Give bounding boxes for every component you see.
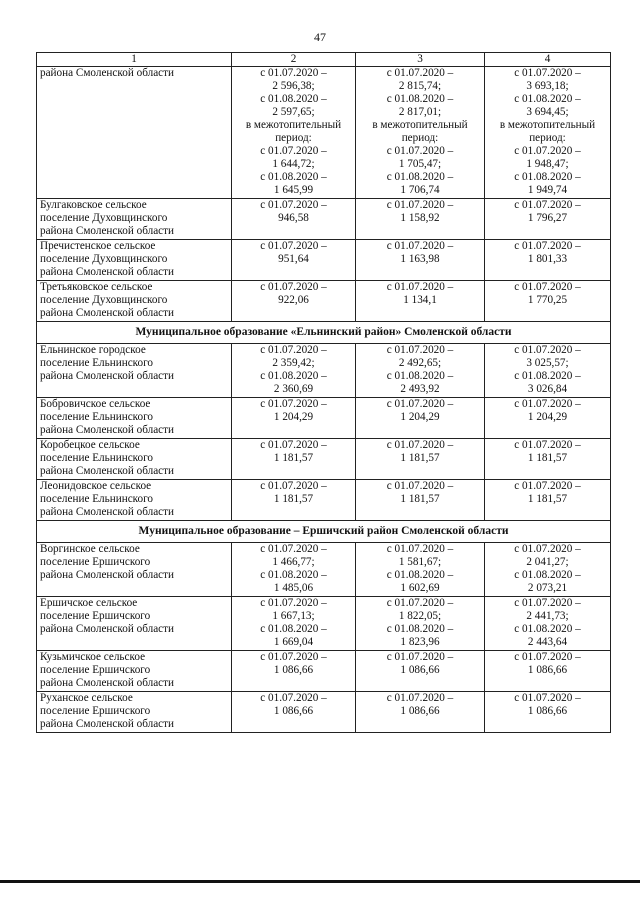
tariff-cell-col-2	[232, 597, 356, 651]
settlement-name-line: поселение Ельнинского	[40, 357, 154, 369]
tariff-cell-col-3	[356, 67, 485, 199]
tariff-line: с 01.07.2020 –	[386, 398, 454, 410]
tariff-line: 1 796,27	[527, 212, 568, 224]
header-col-1: 1	[37, 53, 232, 67]
tariff-line: с 01.07.2020 –	[386, 543, 454, 555]
tariff-table	[36, 52, 611, 733]
tariff-line: 1 667,13;	[272, 610, 315, 622]
tariff-cell-col-2	[232, 281, 356, 322]
tariff-line: 2 493,92	[400, 383, 440, 395]
tariff-line: в межотопительный	[245, 119, 342, 131]
tariff-line: с 01.07.2020 –	[386, 597, 454, 609]
tariff-line: период:	[275, 132, 312, 144]
settlement-name-line: Бобровичское сельское	[40, 398, 151, 410]
tariff-cell-col-3	[356, 439, 485, 480]
settlement-name-cell	[37, 398, 232, 439]
table-row	[37, 67, 611, 199]
tariff-cell-col-2	[232, 398, 356, 439]
tariff-line: 1 086,66	[273, 705, 314, 717]
tariff-cell-col-4	[485, 692, 611, 733]
settlement-name-cell	[37, 344, 232, 398]
settlement-name-cell	[37, 651, 232, 692]
settlement-name-line: Булгаковское сельское	[40, 199, 147, 211]
settlement-name-line: района Смоленской области	[40, 424, 175, 436]
settlement-name-cell	[37, 281, 232, 322]
table-row	[37, 543, 611, 597]
table-row	[37, 651, 611, 692]
tariff-cell-col-4	[485, 480, 611, 521]
settlement-name-line: Воргинское сельское	[40, 543, 140, 555]
tariff-cell-col-2	[232, 480, 356, 521]
tariff-cell-col-4	[485, 651, 611, 692]
tariff-line: с 01.07.2020 –	[386, 67, 454, 79]
tariff-line: с 01.08.2020 –	[260, 569, 327, 581]
settlement-name-line: Третьяковское сельское	[40, 281, 153, 293]
tariff-cell-col-4	[485, 199, 611, 240]
tariff-line: 1 770,25	[527, 294, 568, 306]
settlement-name-line: района Смоленской области	[40, 307, 175, 319]
section-row	[37, 322, 611, 344]
tariff-line: 1 706,74	[400, 184, 440, 196]
tariff-line: с 01.07.2020 –	[260, 240, 327, 252]
settlement-name-line: поселение Ельнинского	[40, 411, 154, 423]
tariff-line: с 01.07.2020 –	[260, 281, 327, 293]
table-row	[37, 199, 611, 240]
tariff-line: 1 645,99	[273, 184, 314, 196]
tariff-line: с 01.07.2020 –	[386, 145, 454, 157]
table-row	[37, 692, 611, 733]
tariff-line: с 01.07.2020 –	[260, 344, 327, 356]
table-row	[37, 398, 611, 439]
header-col-2: 2	[232, 53, 356, 67]
settlement-name-line: Кузьмичское сельское	[40, 651, 146, 663]
tariff-line: 1 181,57	[527, 493, 568, 505]
tariff-line: с 01.08.2020 –	[386, 93, 454, 105]
tariff-line: 1 485,06	[273, 582, 314, 594]
tariff-cell-col-4	[485, 240, 611, 281]
tariff-line: 1 181,57	[273, 493, 314, 505]
settlement-name-line: района Смоленской области	[40, 465, 175, 477]
tariff-cell-col-4	[485, 398, 611, 439]
tariff-line: с 01.07.2020 –	[514, 67, 581, 79]
settlement-name-cell	[37, 692, 232, 733]
tariff-line: с 01.07.2020 –	[260, 651, 327, 663]
tariff-line: с 01.07.2020 –	[514, 480, 581, 492]
tariff-line: с 01.07.2020 –	[514, 439, 581, 451]
section-row	[37, 521, 611, 543]
settlement-name-line: Руханское сельское	[40, 692, 133, 704]
settlement-name-line: района Смоленской области	[40, 506, 175, 518]
header-row	[37, 53, 611, 67]
tariff-line: 922,06	[278, 294, 309, 306]
tariff-line: с 01.08.2020 –	[260, 623, 327, 635]
tariff-line: с 01.08.2020 –	[514, 93, 581, 105]
tariff-line: с 01.08.2020 –	[514, 370, 581, 382]
settlement-name-line: района Смоленской области	[40, 67, 175, 79]
table-row	[37, 281, 611, 322]
tariff-line: с 01.08.2020 –	[260, 171, 327, 183]
tariff-line: в межотопительный	[372, 119, 468, 131]
tariff-line: 1 204,29	[273, 411, 314, 423]
tariff-line: 1 181,57	[400, 452, 440, 464]
settlement-name-line: Пречистенское сельское	[40, 240, 156, 252]
tariff-cell-col-2	[232, 439, 356, 480]
table-row	[37, 240, 611, 281]
section-title: Муниципальное образование – Ершичский район Смоленской области	[37, 521, 611, 543]
tariff-line: с 01.07.2020 –	[514, 543, 581, 555]
tariff-line: 1 204,29	[527, 411, 568, 423]
tariff-line: в межотопительный	[499, 119, 596, 131]
settlement-name-line: поселение Ельнинского	[40, 493, 154, 505]
tariff-line: 2 817,01;	[398, 106, 442, 118]
tariff-cell-col-3	[356, 344, 485, 398]
tariff-line: 1 602,69	[400, 582, 440, 594]
tariff-cell-col-2	[232, 692, 356, 733]
settlement-name-line: района Смоленской области	[40, 225, 175, 237]
tariff-line: 1 948,47;	[526, 158, 569, 170]
settlement-name-line: поселение Духовщинского	[40, 253, 168, 265]
settlement-name-line: района Смоленской области	[40, 370, 175, 382]
tariff-line: 946,58	[278, 212, 309, 224]
tariff-cell-col-4	[485, 67, 611, 199]
tariff-line: 1 086,66	[527, 664, 568, 676]
tariff-line: 2 596,38;	[272, 80, 315, 92]
tariff-cell-col-4	[485, 344, 611, 398]
tariff-line: с 01.07.2020 –	[260, 543, 327, 555]
tariff-line: 3 694,45;	[526, 106, 569, 118]
tariff-line: с 01.08.2020 –	[514, 569, 581, 581]
tariff-cell-col-3	[356, 398, 485, 439]
tariff-line: с 01.07.2020 –	[386, 344, 454, 356]
tariff-line: с 01.08.2020 –	[514, 171, 581, 183]
tariff-line: с 01.07.2020 –	[386, 692, 454, 704]
tariff-line: с 01.08.2020 –	[386, 623, 454, 635]
tariff-line: 951,64	[278, 253, 309, 265]
tariff-line: с 01.07.2020 –	[260, 480, 327, 492]
tariff-line: с 01.07.2020 –	[514, 199, 581, 211]
tariff-line: с 01.07.2020 –	[386, 480, 454, 492]
tariff-line: с 01.07.2020 –	[386, 651, 454, 663]
tariff-line: с 01.07.2020 –	[514, 398, 581, 410]
tariff-cell-col-3	[356, 199, 485, 240]
tariff-line: 1 163,98	[400, 253, 440, 265]
header-col-3: 3	[356, 53, 485, 67]
settlement-name-line: поселение Ершичского	[40, 610, 151, 622]
tariff-line: 3 025,57;	[526, 357, 569, 369]
tariff-line: 3 026,84	[527, 383, 568, 395]
settlement-name-line: поселение Духовщинского	[40, 294, 168, 306]
settlement-name-cell	[37, 439, 232, 480]
tariff-cell-col-2	[232, 651, 356, 692]
table-row	[37, 439, 611, 480]
tariff-line: 1 466,77;	[272, 556, 315, 568]
table-row	[37, 597, 611, 651]
tariff-line: 1 823,96	[400, 636, 440, 648]
tariff-line: 2 441,73;	[526, 610, 569, 622]
tariff-cell-col-2	[232, 199, 356, 240]
settlement-name-line: района Смоленской области	[40, 677, 175, 689]
tariff-line: с 01.07.2020 –	[260, 692, 327, 704]
section-title: Муниципальное образование «Ельнинский район» Смоленской области	[37, 322, 611, 344]
tariff-line: 1 086,66	[273, 664, 314, 676]
tariff-line: 2 443,64	[527, 636, 568, 648]
tariff-line: с 01.07.2020 –	[260, 67, 327, 79]
tariff-line: 1 086,66	[527, 705, 568, 717]
settlement-name-line: района Смоленской области	[40, 718, 175, 730]
tariff-cell-col-3	[356, 692, 485, 733]
tariff-cell-col-4	[485, 439, 611, 480]
tariff-line: с 01.07.2020 –	[260, 145, 327, 157]
tariff-cell-col-2	[232, 543, 356, 597]
tariff-cell-col-2	[232, 344, 356, 398]
tariff-line: 2 360,69	[273, 383, 314, 395]
tariff-line: 1 822,05;	[398, 610, 442, 622]
settlement-name-cell	[37, 67, 232, 199]
tariff-line: 3 693,18;	[526, 80, 569, 92]
tariff-line: с 01.08.2020 –	[260, 370, 327, 382]
settlement-name-line: поселение Ершичского	[40, 556, 151, 568]
settlement-name-line: Ершичское сельское	[40, 597, 138, 609]
tariff-line: с 01.07.2020 –	[514, 145, 581, 157]
tariff-line: 2 073,21	[527, 582, 568, 594]
table-row	[37, 344, 611, 398]
tariff-line: с 01.07.2020 –	[260, 398, 327, 410]
tariff-line: 2 597,65;	[272, 106, 315, 118]
tariff-line: с 01.07.2020 –	[514, 240, 581, 252]
tariff-line: 1 181,57	[273, 452, 314, 464]
tariff-cell-col-3	[356, 480, 485, 521]
tariff-line: с 01.07.2020 –	[260, 439, 327, 451]
table-row	[37, 480, 611, 521]
header-col-4: 4	[485, 53, 611, 67]
tariff-line: с 01.07.2020 –	[260, 597, 327, 609]
tariff-cell-col-2	[232, 240, 356, 281]
tariff-line: с 01.08.2020 –	[514, 623, 581, 635]
tariff-line: с 01.07.2020 –	[386, 240, 454, 252]
tariff-line: с 01.07.2020 –	[514, 344, 581, 356]
tariff-line: 1 669,04	[273, 636, 314, 648]
settlement-name-line: района Смоленской области	[40, 623, 175, 635]
settlement-name-line: Ельнинское городское	[40, 344, 146, 356]
settlement-name-line: поселение Ершичского	[40, 705, 151, 717]
tariff-line: 1 134,1	[403, 294, 437, 306]
tariff-cell-col-3	[356, 281, 485, 322]
tariff-cell-col-3	[356, 240, 485, 281]
tariff-line: с 01.08.2020 –	[386, 171, 454, 183]
tariff-line: с 01.07.2020 –	[260, 199, 327, 211]
tariff-line: с 01.08.2020 –	[386, 569, 454, 581]
settlement-name-cell	[37, 199, 232, 240]
tariff-line: 1 204,29	[400, 411, 440, 423]
tariff-line: с 01.08.2020 –	[386, 370, 454, 382]
tariff-line: 1 181,57	[527, 452, 568, 464]
tariff-line: 2 815,74;	[398, 80, 442, 92]
settlement-name-line: района Смоленской области	[40, 569, 175, 581]
tariff-cell-col-4	[485, 543, 611, 597]
tariff-line: 1 801,33	[527, 253, 568, 265]
tariff-line: 1 158,92	[400, 212, 440, 224]
tariff-line: 2 492,65;	[398, 357, 442, 369]
settlement-name-cell	[37, 240, 232, 281]
tariff-line: с 01.07.2020 –	[386, 199, 454, 211]
settlement-name-line: Леонидовское сельское	[40, 480, 152, 492]
settlement-name-cell	[37, 597, 232, 651]
tariff-line: 2 041,27;	[526, 556, 569, 568]
tariff-line: с 01.07.2020 –	[386, 439, 454, 451]
tariff-line: период:	[529, 132, 566, 144]
tariff-cell-col-4	[485, 281, 611, 322]
tariff-cell-col-2	[232, 67, 356, 199]
tariff-line: 1 949,74	[527, 184, 568, 196]
settlement-name-line: района Смоленской области	[40, 266, 175, 278]
tariff-line: с 01.08.2020 –	[260, 93, 327, 105]
tariff-line: 1 181,57	[400, 493, 440, 505]
settlement-name-line: Коробецкое сельское	[40, 439, 140, 451]
tariff-table-body	[37, 53, 611, 733]
tariff-line: с 01.07.2020 –	[514, 692, 581, 704]
tariff-cell-col-3	[356, 543, 485, 597]
tariff-line: 1 581,67;	[398, 556, 442, 568]
tariff-line: 1 086,66	[400, 664, 440, 676]
settlement-name-line: поселение Ершичского	[40, 664, 151, 676]
tariff-cell-col-3	[356, 597, 485, 651]
tariff-line: с 01.07.2020 –	[386, 281, 454, 293]
page-number: 47	[314, 30, 326, 44]
tariff-cell-col-3	[356, 651, 485, 692]
tariff-line: 2 359,42;	[272, 357, 315, 369]
settlement-name-cell	[37, 480, 232, 521]
tariff-line: с 01.07.2020 –	[514, 651, 581, 663]
tariff-line: период:	[401, 132, 439, 144]
tariff-cell-col-4	[485, 597, 611, 651]
settlement-name-line: поселение Ельнинского	[40, 452, 154, 464]
settlement-name-cell	[37, 543, 232, 597]
settlement-name-line: поселение Духовщинского	[40, 212, 168, 224]
tariff-line: 1 644,72;	[272, 158, 315, 170]
tariff-line: с 01.07.2020 –	[514, 281, 581, 293]
tariff-line: 1 705,47;	[398, 158, 442, 170]
bottom-rule	[0, 880, 640, 883]
tariff-line: с 01.07.2020 –	[514, 597, 581, 609]
tariff-line: 1 086,66	[400, 705, 440, 717]
